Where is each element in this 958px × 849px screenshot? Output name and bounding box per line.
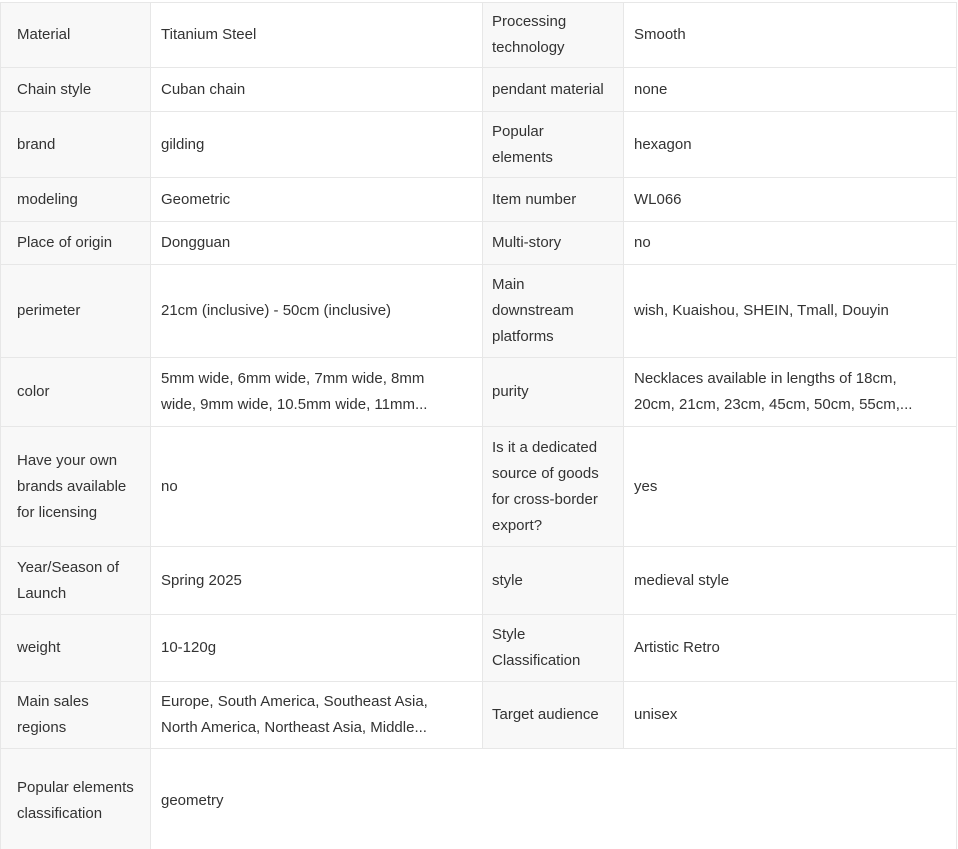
spec-label: purity bbox=[483, 358, 624, 427]
spec-label: Chain style bbox=[1, 68, 151, 112]
spec-label: Place of origin bbox=[1, 222, 151, 265]
spec-value: unisex bbox=[624, 682, 957, 749]
spec-label: Main sales regions bbox=[1, 682, 151, 749]
table-row bbox=[1, 178, 957, 222]
table-row bbox=[1, 749, 957, 849]
spec-label: Processing technology bbox=[483, 3, 624, 68]
spec-value: no bbox=[624, 222, 957, 265]
table-row bbox=[1, 547, 957, 615]
spec-value: Geometric bbox=[151, 178, 483, 222]
spec-value: WL066 bbox=[624, 178, 957, 222]
spec-label: Popular elements bbox=[483, 112, 624, 178]
spec-label: Target audience bbox=[483, 682, 624, 749]
spec-value: wish, Kuaishou, SHEIN, Tmall, Douyin bbox=[624, 265, 957, 358]
spec-value: Smooth bbox=[624, 3, 957, 68]
spec-value: 10-120g bbox=[151, 615, 483, 682]
spec-value: gilding bbox=[151, 112, 483, 178]
spec-label: perimeter bbox=[1, 265, 151, 358]
spec-label: brand bbox=[1, 112, 151, 178]
table-row bbox=[1, 68, 957, 112]
spec-label: weight bbox=[1, 615, 151, 682]
table-row bbox=[1, 3, 957, 68]
spec-label: style bbox=[483, 547, 624, 615]
spec-value: Europe, South America, Southeast Asia, North America, Northeast Asia, Middle... bbox=[151, 682, 483, 749]
spec-value: Necklaces available in lengths of 18cm, 20cm, 21cm, 23cm, 45cm, 50cm, 55cm,... bbox=[624, 358, 957, 427]
spec-value: 21cm (inclusive) - 50cm (inclusive) bbox=[151, 265, 483, 358]
spec-label: Style Classification bbox=[483, 615, 624, 682]
spec-label: Is it a dedicated source of goods for cross-border export? bbox=[483, 427, 624, 547]
spec-label: modeling bbox=[1, 178, 151, 222]
spec-value: Spring 2025 bbox=[151, 547, 483, 615]
spec-value: Titanium Steel bbox=[151, 3, 483, 68]
table-row bbox=[1, 112, 957, 178]
table-row bbox=[1, 265, 957, 358]
spec-label: Item number bbox=[483, 178, 624, 222]
spec-label: Have your own brands available for licensing bbox=[1, 427, 151, 547]
table-row bbox=[1, 427, 957, 547]
spec-value: Artistic Retro bbox=[624, 615, 957, 682]
spec-label: Year/Season of Launch bbox=[1, 547, 151, 615]
spec-value: 5mm wide, 6mm wide, 7mm wide, 8mm wide, 9mm wide, 10.5mm wide, 11mm... bbox=[151, 358, 483, 427]
spec-label: Main downstream platforms bbox=[483, 265, 624, 358]
spec-value: no bbox=[151, 427, 483, 547]
spec-value: geometry bbox=[151, 749, 957, 849]
table-row bbox=[1, 682, 957, 749]
spec-value: none bbox=[624, 68, 957, 112]
spec-value: Cuban chain bbox=[151, 68, 483, 112]
table-row bbox=[1, 358, 957, 427]
spec-label: Popular elements classification bbox=[1, 749, 151, 849]
table-row bbox=[1, 615, 957, 682]
spec-label: Material bbox=[1, 3, 151, 68]
spec-label: color bbox=[1, 358, 151, 427]
table-row bbox=[1, 222, 957, 265]
spec-label: Multi-story bbox=[483, 222, 624, 265]
spec-value: hexagon bbox=[624, 112, 957, 178]
spec-value: Dongguan bbox=[151, 222, 483, 265]
product-specs-table bbox=[0, 2, 957, 849]
spec-value: yes bbox=[624, 427, 957, 547]
spec-label: pendant material bbox=[483, 68, 624, 112]
spec-value: medieval style bbox=[624, 547, 957, 615]
